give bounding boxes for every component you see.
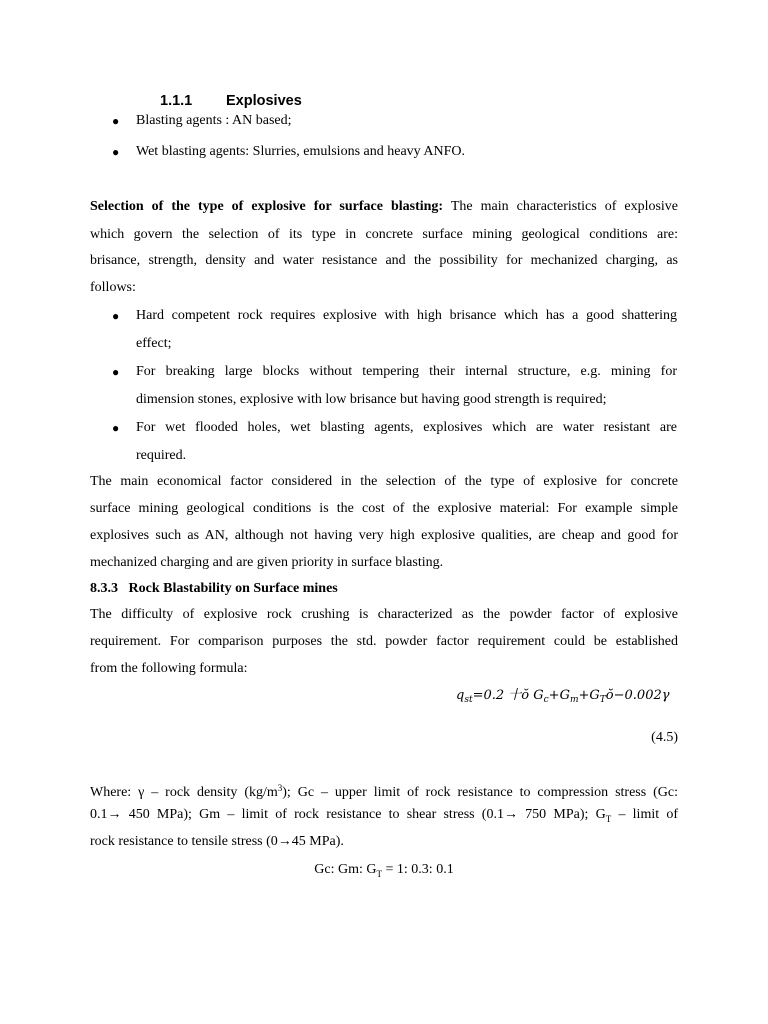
- list-item: For breaking large blocks without tempering their internal structure, e.g. mining for: [136, 364, 677, 379]
- paragraph-line: The main economical factor considered in the selection of the type of explosive for concrete: [90, 474, 678, 489]
- formula: $q_{st}=0.2$ 十ŏ $G_c+G_m+G_Tŏ-0.002\gamma$: [456, 688, 670, 705]
- list-item: Hard competent rock requires explosive with high brisance which has a good shattering: [136, 308, 677, 323]
- paragraph-line: which govern the selection of its type in concrete surface mining geological conditions are:: [90, 227, 678, 242]
- ratio-line: Gc: Gm: $G_T = 1$: 0.3: 0.1: [314, 862, 454, 879]
- paragraph-line: from the following formula:: [90, 661, 248, 676]
- bullet-icon: ●: [112, 309, 120, 323]
- paragraph-line: surface mining geological conditions is the cost of the explosive material: For example simple: [90, 501, 678, 516]
- section-heading-rock-blastability: 8.3.3 Rock Blastability on Surface mines: [90, 581, 338, 596]
- list-item: For wet flooded holes, wet blasting agents, explosives which are water resistant are: [136, 420, 677, 435]
- list-item-continuation: effect;: [136, 336, 172, 351]
- list-item: Wet blasting agents: Slurries, emulsions and heavy ANFO.: [136, 144, 465, 159]
- paragraph-line: The difficulty of explosive rock crushing is characterized as the powder factor of explosive: [90, 607, 678, 622]
- list-item-continuation: dimension stones, explosive with low brisance but having good strength is required;: [136, 392, 607, 407]
- paragraph-line: follows:: [90, 280, 136, 295]
- bullet-icon: ●: [112, 421, 120, 435]
- list-item-continuation: required.: [136, 448, 187, 463]
- paragraph-line: Selection of the type of explosive for surface blasting: The main characteristics of explosive: [90, 199, 679, 214]
- paragraph-line: Where: γ – rock density $(kg/m^3)$; Gc – upper limit of rock resistance to compression stress (Gc:: [90, 783, 679, 800]
- section-title: Explosives: [226, 93, 302, 109]
- paragraph-line: 0.1→ 450 MPa); Gm – limit of rock resistance to shear stress (0.1→ 750 MPa); $G_T$ – limit of: [90, 807, 678, 824]
- bullet-icon: ●: [112, 145, 120, 159]
- list-item: Blasting agents : AN based;: [136, 113, 292, 128]
- section-number: 1.1.1: [160, 93, 193, 109]
- paragraph-line: requirement. For comparison purposes the std. powder factor requirement could be established: [90, 634, 678, 649]
- paragraph-line: mechanized charging and are given priority in surface blasting.: [90, 555, 444, 570]
- paragraph-line: brisance, strength, density and water resistance and the possibility for mechanized charging, as: [90, 253, 678, 268]
- bullet-icon: ●: [112, 365, 120, 379]
- bullet-icon: ●: [112, 114, 120, 128]
- equation-number: (4.5): [651, 730, 678, 745]
- section-heading-explosives: [160, 93, 302, 109]
- paragraph-line: explosives such as AN, although not having very high explosive qualities, are cheap and good for: [90, 528, 678, 543]
- paragraph-line: rock resistance to tensile stress (0→45 MPa).: [90, 834, 344, 849]
- bold-lead: Selection of the type of explosive for surface blasting:: [90, 199, 444, 214]
